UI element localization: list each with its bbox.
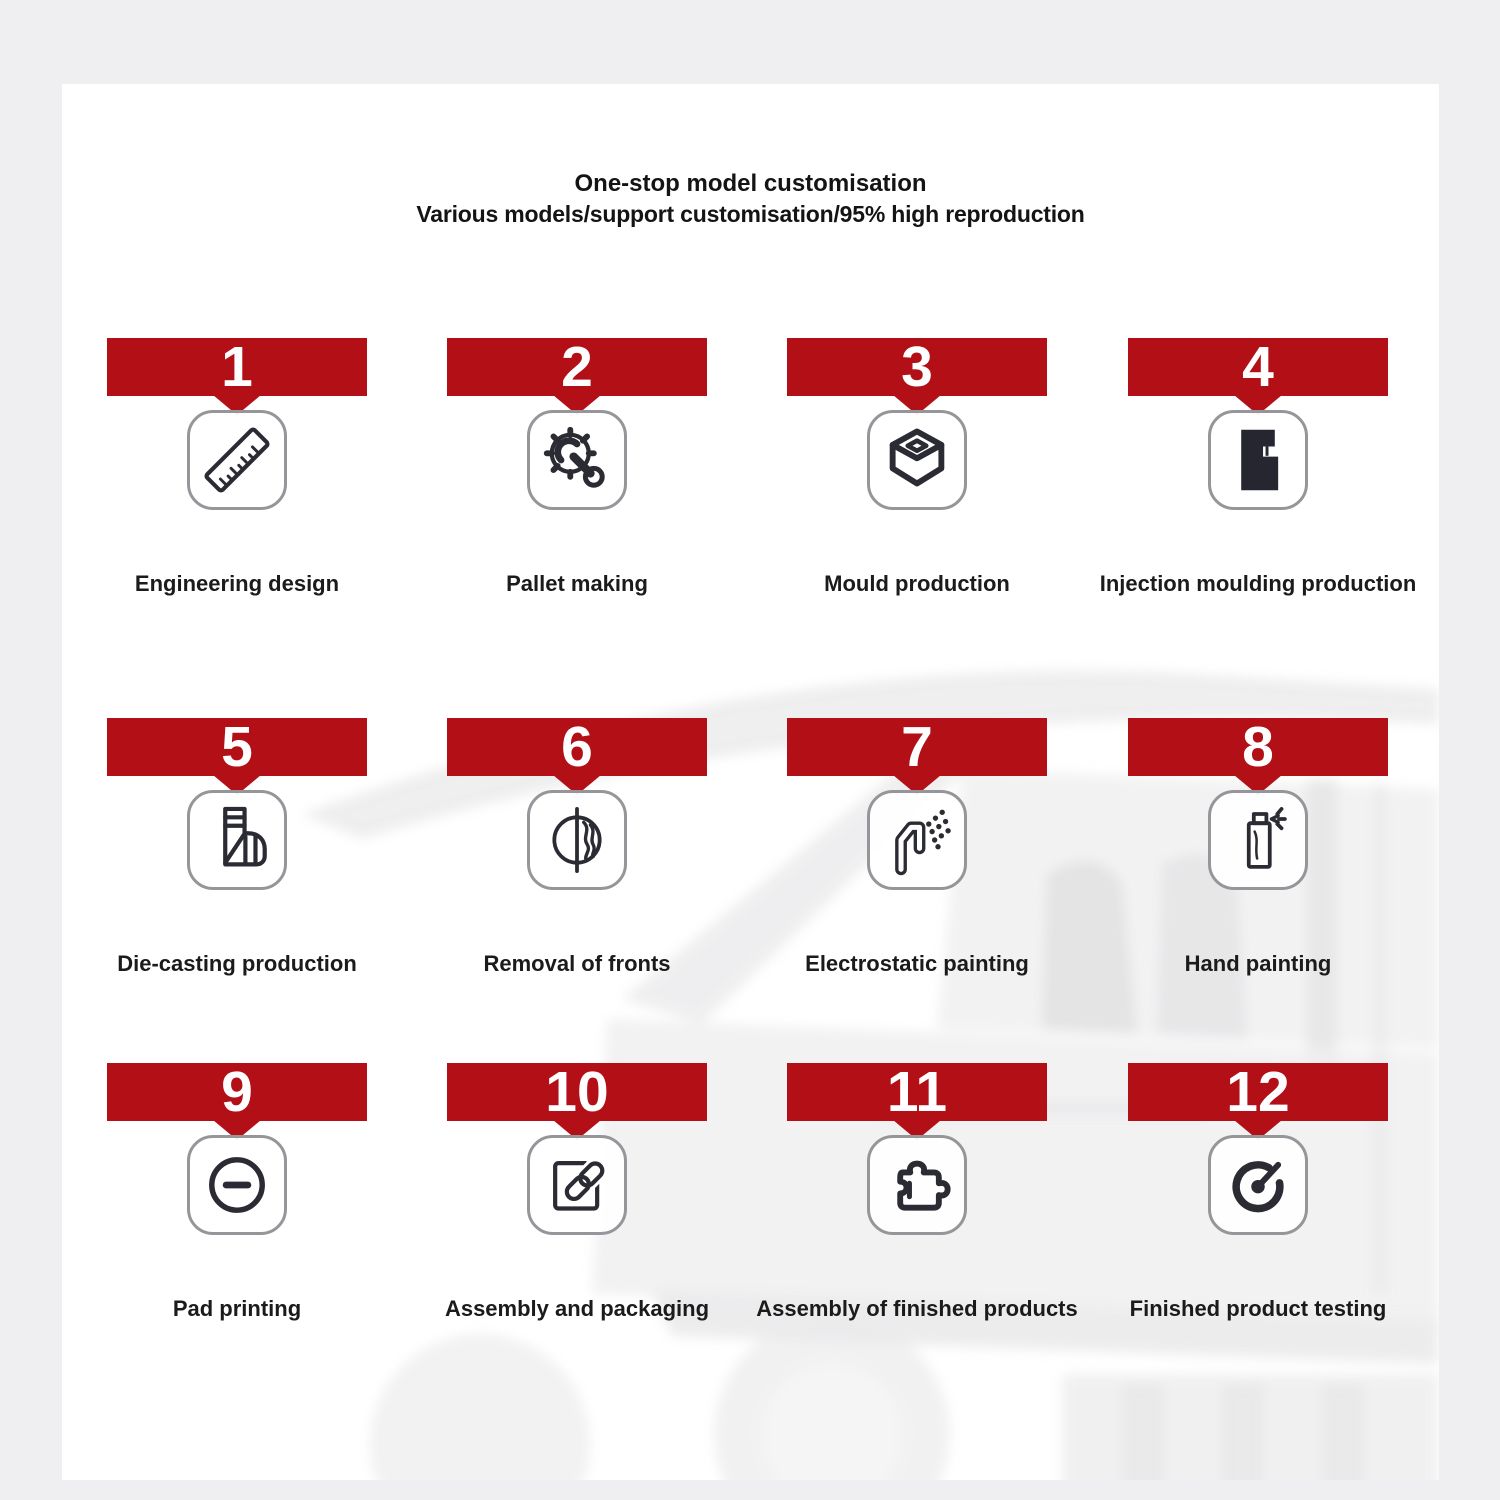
chain-link-icon [535,1143,619,1227]
step-cell [447,715,707,1010]
spray-can-icon [1216,798,1300,882]
icon-tile [1208,410,1308,510]
cube-icon [875,418,959,502]
step-number-banner [1128,1060,1388,1124]
content-panel [62,84,1439,1480]
icon-tile [867,410,967,510]
step-cell [107,715,367,1010]
step-cell [756,1060,1078,1355]
puzzle-icon [875,1143,959,1227]
icon-tile [1208,790,1308,890]
title-line-2: Various models/support customisation/95% high reproduction [416,201,1085,227]
step-number: 10 [545,1060,609,1124]
step-label: Pad printing [172,1296,302,1321]
icon-tile [867,1135,967,1235]
step-number-banner [447,1060,707,1124]
step-number: 6 [561,715,593,779]
step-label: Injection moulding production [1099,571,1417,596]
cast-boot-icon [195,798,279,882]
step-number: 11 [886,1060,948,1124]
step-label: Assembly of finished products [756,1296,1078,1321]
step-label: Assembly and packaging [444,1296,710,1321]
icon-tile [527,790,627,890]
page-title [62,168,1439,230]
step-number-banner [107,1060,367,1124]
step-cell [447,335,707,630]
minus-circle-icon [195,1143,279,1227]
title-line-1: One-stop model customisation [574,170,927,197]
step-cell [1099,335,1417,630]
injection-machine-icon [1216,418,1300,502]
step-cell [444,1060,710,1355]
spray-gun-icon [875,798,959,882]
step-number-banner [787,1060,1047,1124]
icon-tile [187,790,287,890]
icon-tile [527,1135,627,1235]
step-label: Engineering design [134,571,340,596]
icon-tile [187,1135,287,1235]
gear-wrench-icon [535,418,619,502]
step-number: 9 [221,1060,253,1124]
step-label: Pallet making [506,571,648,596]
icon-tile [527,410,627,510]
step-number-banner [107,715,367,779]
icon-tile [1208,1135,1308,1235]
step-number-banner [447,715,707,779]
step-number-banner [107,335,367,399]
step-number-banner [1128,715,1388,779]
step-number: 1 [221,335,253,399]
step-number-banner [787,715,1047,779]
step-number: 8 [1242,715,1274,779]
step-number: 2 [561,335,593,399]
step-label: Removal of fronts [483,951,671,976]
step-number-banner [787,335,1047,399]
step-label: Die-casting production [117,951,357,976]
step-number-banner [1128,335,1388,399]
step-label: Finished product testing [1129,1296,1387,1321]
step-number: 12 [1226,1060,1290,1124]
step-cell [787,335,1047,630]
gauge-icon [1216,1143,1300,1227]
step-cell [107,1060,367,1355]
step-label: Hand painting [1184,951,1332,976]
step-label: Electrostatic painting [805,951,1029,976]
step-number: 5 [221,715,253,779]
split-circle-icon [535,798,619,882]
icon-tile [187,410,287,510]
step-number-banner [447,335,707,399]
step-cell [1128,1060,1388,1355]
step-number: 7 [901,715,933,779]
step-cell [787,715,1047,1010]
step-label: Mould production [824,571,1010,596]
step-number: 3 [901,335,933,399]
step-cell [1128,715,1388,1010]
icon-tile [867,790,967,890]
step-cell [107,335,367,630]
step-number: 4 [1242,335,1274,399]
ruler-icon [195,418,279,502]
